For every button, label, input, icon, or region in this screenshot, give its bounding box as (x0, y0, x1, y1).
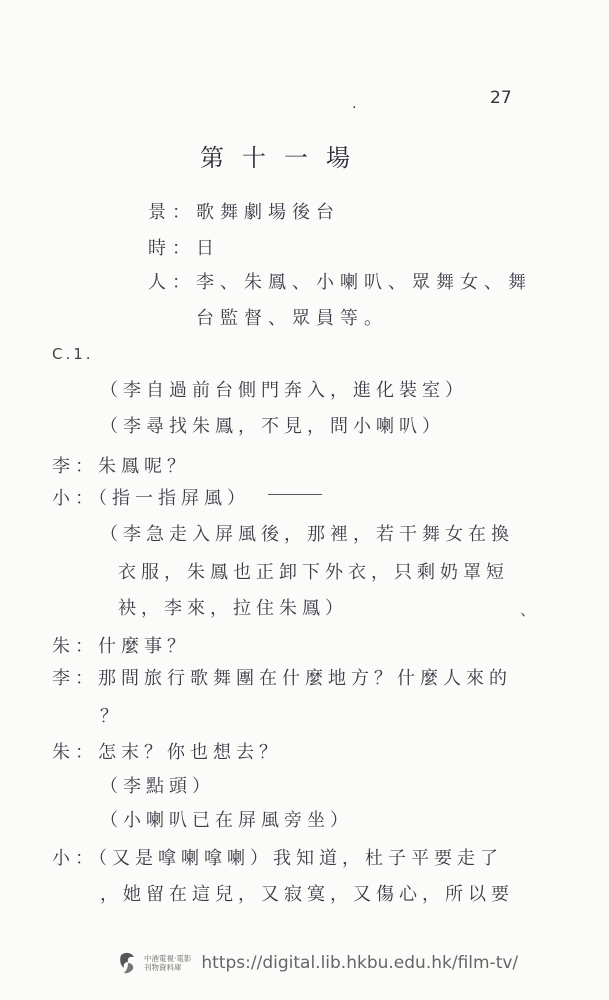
dialogue-continued: ，她留在這兒，又寂寞，又傷心，所以要 (100, 884, 514, 905)
scene-people-continued: 台監督、眾員等。 (196, 308, 388, 329)
margin-mark: 、 (520, 600, 537, 619)
dialogue-continued: ？ (100, 706, 123, 727)
dialogue-line: 朱：怎末？你也想去？ (52, 742, 282, 763)
stage-direction-continued: 衣服，朱鳳也正卸下外衣，只剩奶罩短 (118, 562, 509, 583)
dialogue-line: 李：那間旅行歌舞團在什麼地方？什麼人來的 (52, 668, 512, 689)
dialogue-line: 小：（又是嗱喇嗱喇）我知道，杜子平要走了 (52, 848, 503, 869)
page-mark: . (352, 96, 357, 112)
archive-logo-line: 刊物資料庫 (144, 963, 182, 972)
stage-direction: （李急走入屏風後，那裡，若干舞女在換 (100, 524, 514, 545)
archive-logo-text (144, 954, 191, 972)
scene-time: 時：日 (148, 238, 220, 259)
dialogue-line: 小：（指一指屏風） (52, 488, 250, 509)
page-number: 27 (490, 88, 512, 108)
stage-direction-continued: 袂，李來，拉住朱鳳） (118, 598, 348, 619)
dialogue-line: 李：朱鳳呢？ (52, 456, 190, 477)
dash-rule (268, 494, 322, 495)
stage-direction: （李自過前台側門奔入，進化裝室） (100, 380, 468, 401)
shot-number: C.1. (52, 345, 94, 363)
stage-direction: （小喇叭已在屏風旁坐） (100, 810, 353, 831)
archive-footer (118, 948, 518, 978)
scene-people: 人：李、朱鳳、小喇叭、眾舞女、舞 (148, 272, 532, 293)
scene-setting: 景：歌舞劇場後台 (148, 202, 340, 223)
archive-logo-line: 中港電視·電影 (144, 954, 192, 963)
archive-url-link[interactable]: https://digital.lib.hkbu.edu.hk/film-tv/ (201, 953, 519, 973)
scene-title: 第十一場 (200, 144, 368, 172)
archive-logo-icon (118, 951, 138, 975)
stage-direction: （李點頭） (100, 776, 215, 797)
dialogue-line: 朱：什麼事？ (52, 636, 190, 657)
stage-direction: （李尋找朱鳳，不見，問小喇叭） (100, 416, 445, 437)
